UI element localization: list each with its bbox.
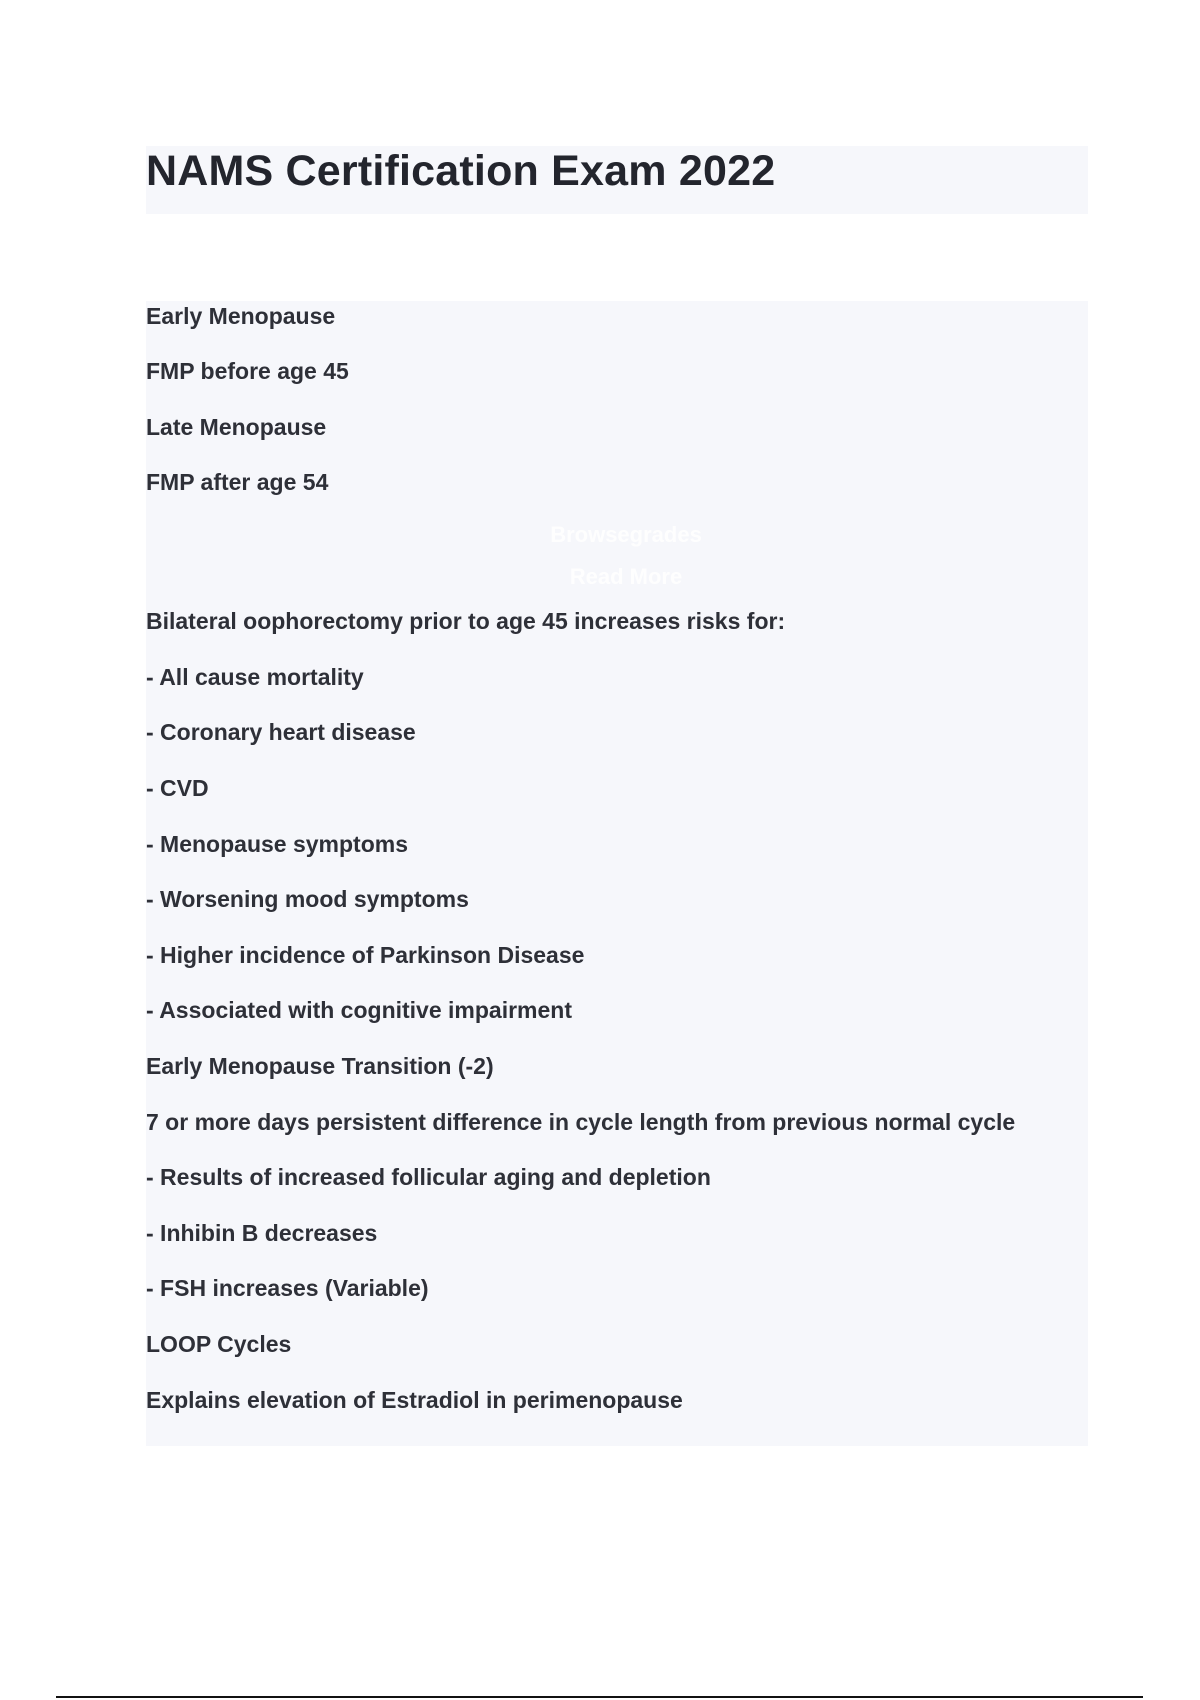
title-banner — [146, 146, 1088, 214]
list-item: - Coronary heart disease — [146, 719, 416, 745]
term-loop-cycles: LOOP Cycles — [146, 1331, 292, 1357]
list-item: - All cause mortality — [146, 664, 364, 690]
page-title: NAMS Certification Exam 2022 — [146, 147, 776, 195]
list-item: - Results of increased follicular aging and depletion — [146, 1164, 711, 1190]
footer-divider — [56, 1696, 1143, 1698]
list-item: - Inhibin B decreases — [146, 1220, 378, 1246]
list-item: - Menopause symptoms — [146, 831, 408, 857]
term-late-menopause: Late Menopause — [146, 414, 327, 440]
watermark-read-more: Read More — [569, 564, 683, 589]
definition-early-menopause: FMP before age 45 — [146, 358, 349, 384]
definition-early-menopause-transition: 7 or more days persistent difference in cycle length from previous normal cycle — [146, 1109, 1016, 1135]
term-early-menopause-transition: Early Menopause Transition (-2) — [146, 1053, 494, 1079]
definition-loop-cycles: Explains elevation of Estradiol in perimenopause — [146, 1387, 683, 1413]
list-item: - CVD — [146, 775, 209, 801]
term-early-menopause: Early Menopause — [146, 303, 336, 329]
content-panel — [146, 301, 1088, 1446]
list-item: - FSH increases (Variable) — [146, 1275, 429, 1301]
term-bilateral-oophorectomy: Bilateral oophorectomy prior to age 45 increases risks for: — [146, 608, 786, 634]
list-item: - Worsening mood symptoms — [146, 886, 469, 912]
definition-late-menopause: FMP after age 54 — [146, 469, 329, 495]
list-item: - Higher incidence of Parkinson Disease — [146, 942, 585, 968]
list-item: - Associated with cognitive impairment — [146, 997, 573, 1023]
watermark-brand: Browsegrades — [550, 522, 702, 547]
